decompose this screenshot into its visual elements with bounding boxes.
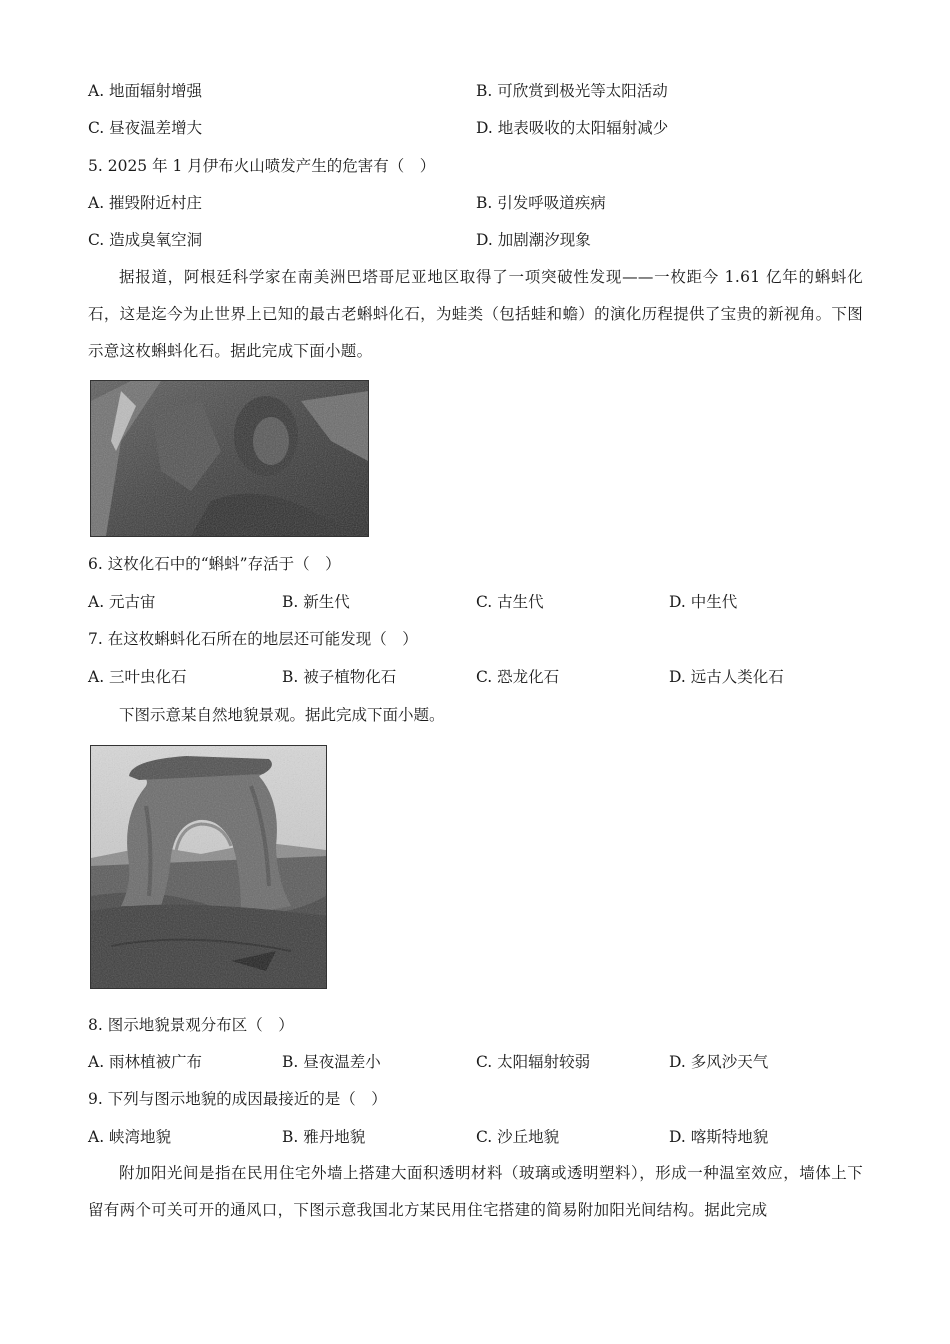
q4-option-a: A. 地面辐射增强	[88, 82, 203, 100]
q4-option-d: D. 地表吸收的太阳辐射减少	[476, 119, 669, 137]
q9-option-d: D. 喀斯特地貌	[669, 1128, 769, 1146]
passage-landform: 下图示意某自然地貌景观。据此完成下面小题。	[119, 706, 445, 724]
q9-option-c: C. 沙丘地貌	[476, 1128, 560, 1146]
q8-option-c: C. 太阳辐射较弱	[476, 1053, 591, 1071]
arch-landform-image	[90, 745, 327, 989]
q6-option-b: B. 新生代	[282, 593, 350, 611]
q5-stem: 5. 2025 年 1 月伊布火山喷发产生的危害有（ ）	[88, 157, 436, 175]
q7-stem: 7. 在这枚蝌蚪化石所在的地层还可能发现（ ）	[88, 630, 418, 648]
q8-option-a: A. 雨林植被广布	[88, 1053, 203, 1071]
tadpole-fossil-image	[90, 380, 369, 537]
q6-stem: 6. 这枚化石中的“蝌蚪”存活于（ ）	[88, 555, 341, 573]
passage-tadpole-fossil	[88, 259, 863, 370]
q6-option-c: C. 古生代	[476, 593, 544, 611]
q7-option-a: A. 三叶虫化石	[88, 668, 187, 686]
q9-option-a: A. 峡湾地貌	[88, 1128, 172, 1146]
q8-option-b: B. 昼夜温差小	[282, 1053, 381, 1071]
q9-option-b: B. 雅丹地貌	[282, 1128, 366, 1146]
q5-option-c: C. 造成臭氧空洞	[88, 231, 203, 249]
q5-option-b: B. 引发呼吸道疾病	[476, 194, 606, 212]
q4-option-b: B. 可欣赏到极光等太阳活动	[476, 82, 668, 100]
passage-sunspace-text: 附加阳光间是指在民用住宅外墙上搭建大面积透明材料（玻璃或透明塑料），形成一种温室效应，墙体上下留有两个可关可开的通风口，下图示意我国北方某民用住宅搭建的简易附加阳光间结构。据此完成	[88, 1164, 863, 1219]
q4-option-c: C. 昼夜温差增大	[88, 119, 203, 137]
q6-option-a: A. 元古宙	[88, 593, 156, 611]
q8-stem: 8. 图示地貌景观分布区（ ）	[88, 1016, 294, 1034]
q7-option-d: D. 远古人类化石	[669, 668, 784, 686]
q7-option-b: B. 被子植物化石	[282, 668, 397, 686]
q5-option-a: A. 摧毁附近村庄	[88, 194, 203, 212]
passage-tadpole-text: 据报道，阿根廷科学家在南美洲巴塔哥尼亚地区取得了一项突破性发现——一枚距今 1.61 亿年的蝌蚪化石，这是迄今为止世界上已知的最古老蝌蚪化石，为蛙类（包括蛙和蟾）的演化历程提供了宝贵的新视角。下图示意这枚蝌蚪化石。据此完成下面小题。	[88, 268, 863, 360]
q9-stem: 9. 下列与图示地貌的成因最接近的是（ ）	[88, 1090, 387, 1108]
q6-option-d: D. 中生代	[669, 593, 738, 611]
q5-option-d: D. 加剧潮汐现象	[476, 231, 591, 249]
q8-option-d: D. 多风沙天气	[669, 1053, 769, 1071]
passage-sunspace	[88, 1155, 863, 1229]
q7-option-c: C. 恐龙化石	[476, 668, 560, 686]
